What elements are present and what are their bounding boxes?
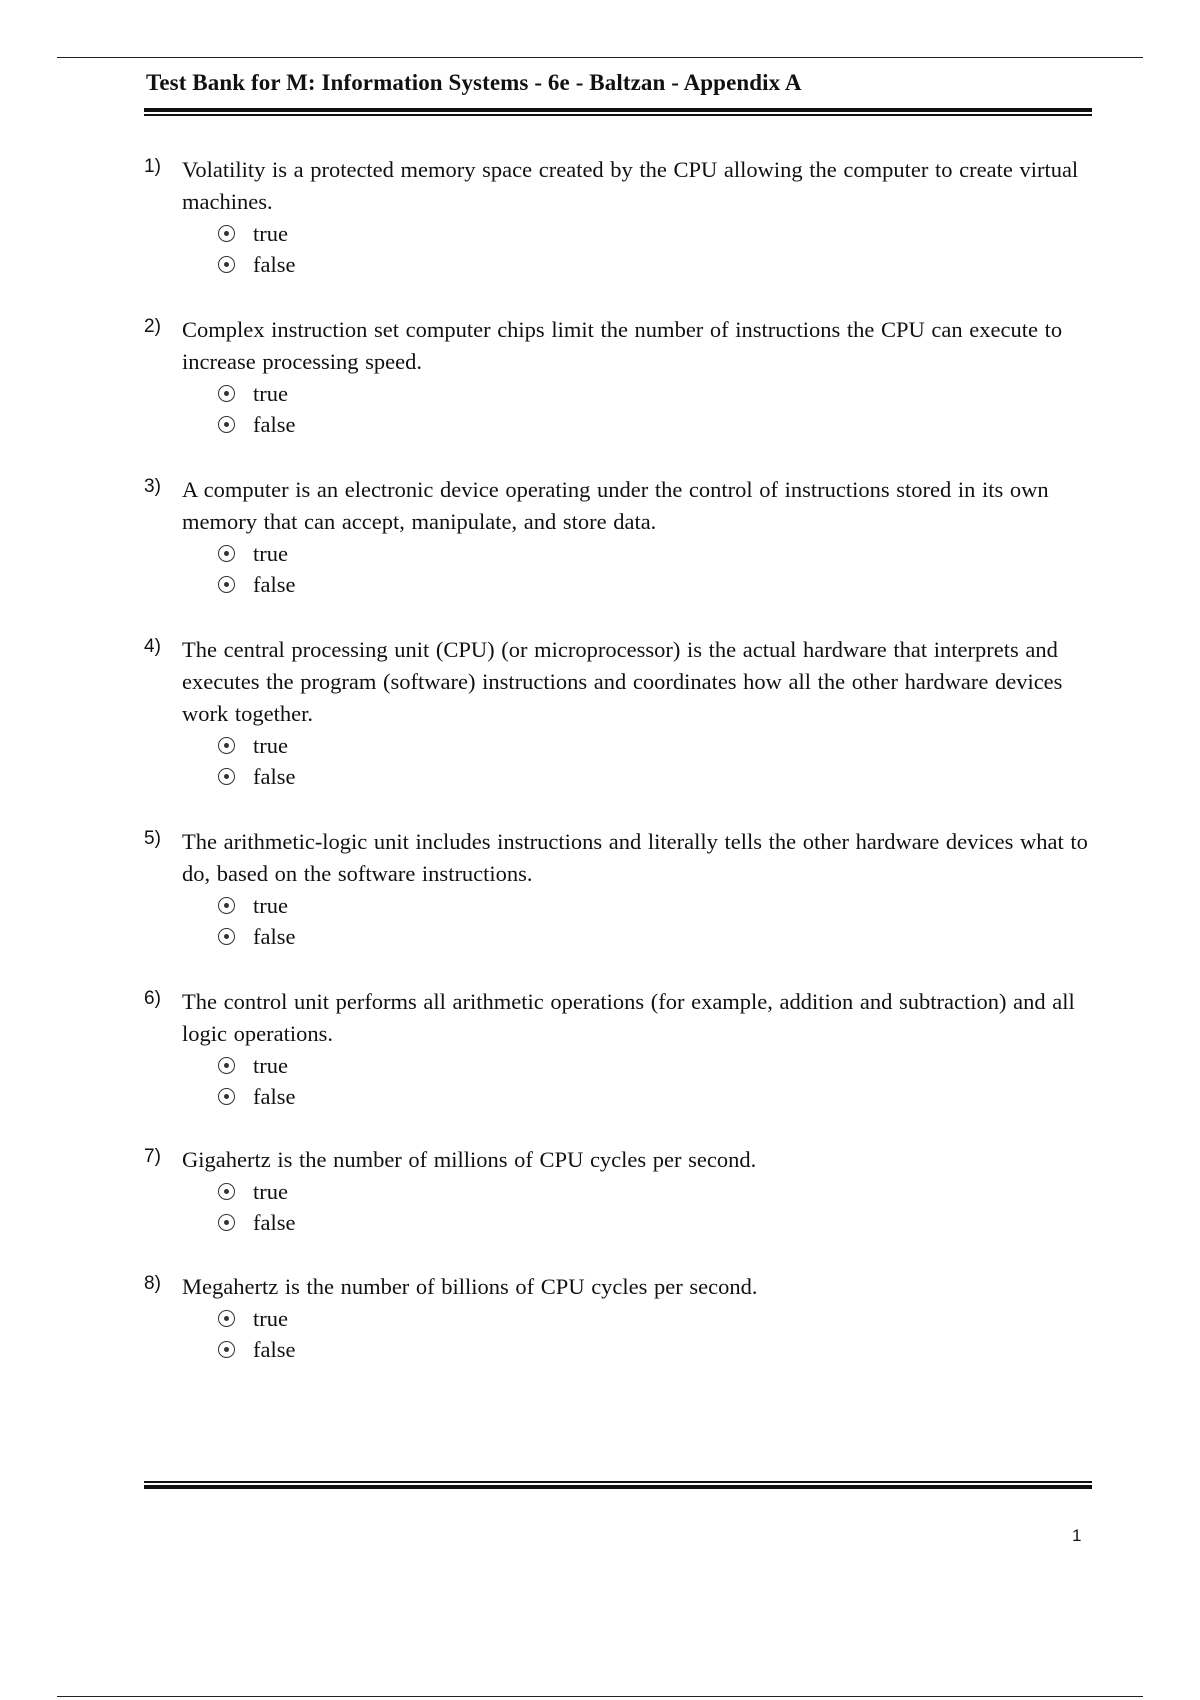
option-false[interactable] xyxy=(218,1207,1094,1238)
question-text: The central processing unit (CPU) (or microprocessor) is the actual hardware that interprets and executes the program (software) instructions and coordinates how all the other hardware devices work together. xyxy=(182,637,1063,726)
question-number: 8) xyxy=(144,1273,161,1294)
question-item xyxy=(144,314,1094,440)
option-true[interactable] xyxy=(218,730,1094,761)
option-label: false xyxy=(253,1083,296,1109)
option-label: false xyxy=(253,1209,296,1235)
option-false[interactable] xyxy=(218,761,1094,792)
question-item xyxy=(144,474,1094,600)
question-number: 3) xyxy=(144,476,161,497)
question-item xyxy=(144,1144,1094,1238)
page-number: 1 xyxy=(1072,1526,1082,1545)
answer-options xyxy=(218,538,1094,600)
answer-options xyxy=(218,1176,1094,1238)
option-label: true xyxy=(253,220,288,246)
option-false[interactable] xyxy=(218,921,1094,952)
option-true[interactable] xyxy=(218,538,1094,569)
option-label: false xyxy=(253,923,296,949)
answer-options xyxy=(218,1303,1094,1365)
option-label: false xyxy=(253,1336,296,1362)
option-label: true xyxy=(253,380,288,406)
answer-options xyxy=(218,730,1094,792)
option-true[interactable] xyxy=(218,1303,1094,1334)
option-true[interactable] xyxy=(218,218,1094,249)
option-label: false xyxy=(253,411,296,437)
radio-circle-icon[interactable] xyxy=(218,1183,235,1200)
page-top-border xyxy=(57,57,1143,58)
option-false[interactable] xyxy=(218,1081,1094,1112)
option-true[interactable] xyxy=(218,1176,1094,1207)
option-label: true xyxy=(253,1305,288,1331)
question-text: Gigahertz is the number of millions of CPU cycles per second. xyxy=(182,1147,757,1172)
footer-divider xyxy=(144,1481,1092,1491)
question-item xyxy=(144,986,1094,1112)
option-false[interactable] xyxy=(218,249,1094,280)
answer-options xyxy=(218,218,1094,280)
radio-circle-icon[interactable] xyxy=(218,1088,235,1105)
question-text: Megahertz is the number of billions of CPU cycles per second. xyxy=(182,1274,758,1299)
radio-circle-icon[interactable] xyxy=(218,576,235,593)
header-divider xyxy=(144,108,1092,118)
option-true[interactable] xyxy=(218,378,1094,409)
radio-circle-icon[interactable] xyxy=(218,768,235,785)
radio-circle-icon[interactable] xyxy=(218,545,235,562)
option-label: true xyxy=(253,732,288,758)
radio-circle-icon[interactable] xyxy=(218,737,235,754)
option-label: true xyxy=(253,540,288,566)
option-true[interactable] xyxy=(218,1050,1094,1081)
question-text: The arithmetic-logic unit includes instructions and literally tells the other hardware devices what to do, based on the software instructions. xyxy=(182,829,1088,886)
question-item xyxy=(144,154,1094,280)
radio-circle-icon[interactable] xyxy=(218,416,235,433)
answer-options xyxy=(218,890,1094,952)
option-label: false xyxy=(253,251,296,277)
radio-circle-icon[interactable] xyxy=(218,928,235,945)
question-number: 1) xyxy=(144,156,161,177)
option-false[interactable] xyxy=(218,409,1094,440)
question-item xyxy=(144,826,1094,952)
radio-circle-icon[interactable] xyxy=(218,897,235,914)
radio-circle-icon[interactable] xyxy=(218,1057,235,1074)
question-number: 5) xyxy=(144,828,161,849)
question-number: 6) xyxy=(144,988,161,1009)
option-label: false xyxy=(253,763,296,789)
option-true[interactable] xyxy=(218,890,1094,921)
answer-options xyxy=(218,1050,1094,1112)
option-label: true xyxy=(253,1052,288,1078)
question-text: Volatility is a protected memory space created by the CPU allowing the computer to create virtual machines. xyxy=(182,157,1079,214)
option-label: true xyxy=(253,892,288,918)
question-text: Complex instruction set computer chips limit the number of instructions the CPU can execute to increase processing speed. xyxy=(182,317,1063,374)
question-number: 4) xyxy=(144,636,161,657)
radio-circle-icon[interactable] xyxy=(218,1310,235,1327)
question-item xyxy=(144,1271,1094,1365)
option-false[interactable] xyxy=(218,569,1094,600)
option-false[interactable] xyxy=(218,1334,1094,1365)
question-text: A computer is an electronic device operating under the control of instructions stored in its own memory that can accept, manipulate, and store data. xyxy=(182,477,1049,534)
question-text: The control unit performs all arithmetic operations (for example, addition and subtraction) and all logic operations. xyxy=(182,989,1075,1046)
question-number: 2) xyxy=(144,316,161,337)
radio-circle-icon[interactable] xyxy=(218,1214,235,1231)
answer-options xyxy=(218,378,1094,440)
question-number: 7) xyxy=(144,1146,161,1167)
page-title: Test Bank for M: Information Systems - 6e - Baltzan - Appendix A xyxy=(146,70,802,95)
radio-circle-icon[interactable] xyxy=(218,225,235,242)
radio-circle-icon[interactable] xyxy=(218,256,235,273)
page-bottom-border xyxy=(57,1696,1143,1697)
option-label: false xyxy=(253,571,296,597)
question-item xyxy=(144,634,1094,792)
radio-circle-icon[interactable] xyxy=(218,1341,235,1358)
option-label: true xyxy=(253,1178,288,1204)
radio-circle-icon[interactable] xyxy=(218,385,235,402)
